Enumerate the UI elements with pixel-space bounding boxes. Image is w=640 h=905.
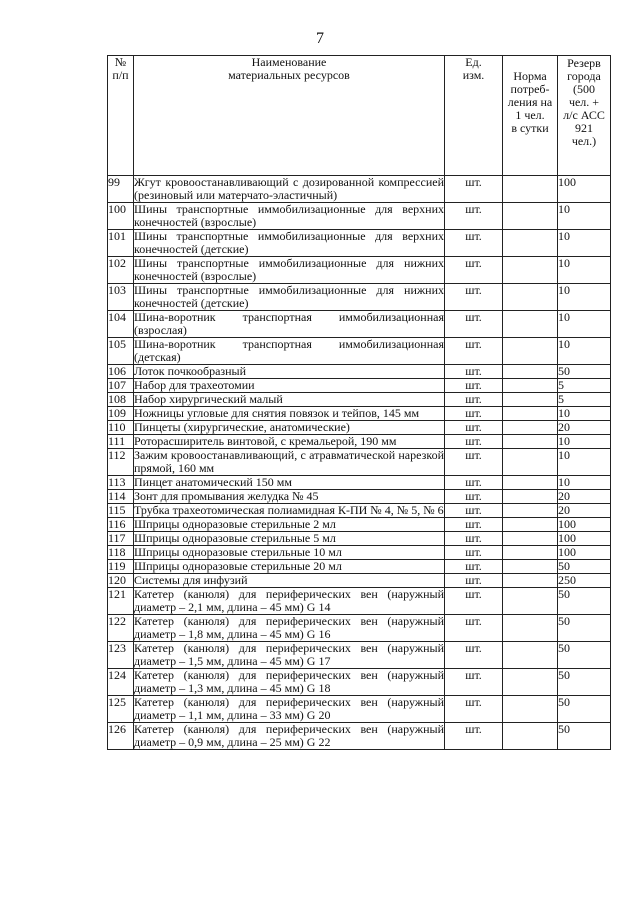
unit-of-measure: шт. <box>445 449 503 476</box>
row-number: 122 <box>108 615 134 642</box>
unit-of-measure: шт. <box>445 615 503 642</box>
city-reserve: 10 <box>558 257 611 284</box>
table-row <box>108 257 611 284</box>
unit-of-measure: шт. <box>445 532 503 546</box>
city-reserve: 5 <box>558 393 611 407</box>
city-reserve: 20 <box>558 504 611 518</box>
resources-table <box>107 55 611 750</box>
city-reserve: 20 <box>558 421 611 435</box>
table-row <box>108 421 611 435</box>
unit-of-measure: шт. <box>445 518 503 532</box>
row-number: 125 <box>108 696 134 723</box>
table-row <box>108 379 611 393</box>
row-number: 110 <box>108 421 134 435</box>
header-num <box>108 56 134 176</box>
header-reserve-line: Резерв <box>567 56 601 70</box>
unit-of-measure: шт. <box>445 723 503 750</box>
resource-name: Пинцет анатомический 150 мм <box>134 476 445 490</box>
resource-name: Трубка трахеотомическая полиамидная К-ПИ № 4, № 5, № 6 <box>134 503 444 517</box>
consumption-norm <box>503 504 558 518</box>
resource-name: Катетер (канюля) для периферических вен (наружный диаметр – 1,8 мм, длина – 45 мм) G 16 <box>134 614 444 641</box>
consumption-norm <box>503 642 558 669</box>
table-row <box>108 311 611 338</box>
row-number: 112 <box>108 449 134 476</box>
row-number: 117 <box>108 532 134 546</box>
row-number: 101 <box>108 230 134 257</box>
city-reserve: 10 <box>558 338 611 365</box>
consumption-norm <box>503 421 558 435</box>
header-norm-line: потреб- <box>510 82 550 96</box>
row-number: 103 <box>108 284 134 311</box>
resource-name: Шприцы одноразовые стерильные 5 мл <box>134 532 445 546</box>
table-row <box>108 449 611 476</box>
row-number: 99 <box>108 176 134 203</box>
table-row <box>108 642 611 669</box>
row-number: 120 <box>108 574 134 588</box>
table-row <box>108 560 611 574</box>
row-number: 108 <box>108 393 134 407</box>
table-row <box>108 476 611 490</box>
resource-name: Набор хирургический малый <box>134 393 445 407</box>
row-number: 100 <box>108 203 134 230</box>
unit-of-measure: шт. <box>445 490 503 504</box>
city-reserve: 100 <box>558 518 611 532</box>
unit-of-measure: шт. <box>445 393 503 407</box>
resource-name: Катетер (канюля) для периферических вен (наружный диаметр – 1,1 мм, длина – 33 мм) G 20 <box>134 695 444 722</box>
resource-name: Ножницы угловые для снятия повязок и тейпов, 145 мм <box>134 407 445 421</box>
consumption-norm <box>503 176 558 203</box>
resource-name: Системы для инфузий <box>134 574 445 588</box>
table-row <box>108 669 611 696</box>
page-number: 7 <box>316 30 324 47</box>
city-reserve: 10 <box>558 476 611 490</box>
city-reserve: 50 <box>558 588 611 615</box>
city-reserve: 50 <box>558 642 611 669</box>
table-row <box>108 176 611 203</box>
table-row <box>108 546 611 560</box>
consumption-norm <box>503 338 558 365</box>
resource-name: Катетер (канюля) для периферических вен (наружный диаметр – 0,9 мм, длина – 25 мм) G 22 <box>134 722 444 749</box>
unit-of-measure: шт. <box>445 365 503 379</box>
resource-name: Шины транспортные иммобилизационные для верхних конечностей (взрослые) <box>134 202 444 229</box>
resource-name: Зажим кровоостанавливающий, с атравматической нарезкой прямой, 160 мм <box>134 448 444 475</box>
table-row <box>108 574 611 588</box>
header-num-line: № <box>114 55 127 69</box>
consumption-norm <box>503 588 558 615</box>
consumption-norm <box>503 203 558 230</box>
unit-of-measure: шт. <box>445 669 503 696</box>
city-reserve: 10 <box>558 407 611 421</box>
header-unit-line: Ед. <box>465 55 482 69</box>
consumption-norm <box>503 574 558 588</box>
resource-name: Шины транспортные иммобилизационные для верхних конечностей (детские) <box>134 229 444 256</box>
consumption-norm <box>503 284 558 311</box>
consumption-norm <box>503 449 558 476</box>
table-row <box>108 203 611 230</box>
header-norm-line: в сутки <box>511 121 549 135</box>
resource-name: Шина-воротник транспортная иммобилизационная (детская) <box>134 337 444 364</box>
row-number: 113 <box>108 476 134 490</box>
consumption-norm <box>503 669 558 696</box>
city-reserve: 5 <box>558 379 611 393</box>
header-reserve-line: чел.) <box>571 134 597 148</box>
resource-name: Катетер (канюля) для периферических вен (наружный диаметр – 1,3 мм, длина – 45 мм) G 18 <box>134 668 444 695</box>
resource-name: Шина-воротник транспортная иммобилизационная (взрослая) <box>134 310 444 337</box>
consumption-norm <box>503 546 558 560</box>
city-reserve: 50 <box>558 669 611 696</box>
unit-of-measure: шт. <box>445 435 503 449</box>
table-row <box>108 490 611 504</box>
unit-of-measure: шт. <box>445 696 503 723</box>
consumption-norm <box>503 230 558 257</box>
row-number: 123 <box>108 642 134 669</box>
unit-of-measure: шт. <box>445 642 503 669</box>
consumption-norm <box>503 365 558 379</box>
resource-name: Шприцы одноразовые стерильные 2 мл <box>134 518 445 532</box>
header-reserve-line: л/с АСС <box>563 108 605 122</box>
header-name <box>134 56 445 176</box>
unit-of-measure: шт. <box>445 476 503 490</box>
header-reserve <box>558 56 611 176</box>
header-norm-line: Норма <box>513 69 547 83</box>
table-row <box>108 435 611 449</box>
consumption-norm <box>503 476 558 490</box>
city-reserve: 100 <box>558 176 611 203</box>
city-reserve: 10 <box>558 230 611 257</box>
unit-of-measure: шт. <box>445 574 503 588</box>
unit-of-measure: шт. <box>445 311 503 338</box>
consumption-norm <box>503 723 558 750</box>
unit-of-measure: шт. <box>445 421 503 435</box>
resource-name: Роторасширитель винтовой, с кремальерой, 190 мм <box>134 435 445 449</box>
row-number: 124 <box>108 669 134 696</box>
consumption-norm <box>503 532 558 546</box>
table-row <box>108 723 611 750</box>
unit-of-measure: шт. <box>445 546 503 560</box>
city-reserve: 250 <box>558 574 611 588</box>
city-reserve: 10 <box>558 311 611 338</box>
row-number: 109 <box>108 407 134 421</box>
resource-name: Лоток почкообразный <box>134 365 445 379</box>
city-reserve: 10 <box>558 203 611 230</box>
header-unit <box>445 56 503 176</box>
row-number: 104 <box>108 311 134 338</box>
resource-name: Катетер (канюля) для периферических вен (наружный диаметр – 2,1 мм, длина – 45 мм) G 14 <box>134 587 444 614</box>
table-row <box>108 696 611 723</box>
row-number: 126 <box>108 723 134 750</box>
header-name-line: Наименование <box>251 55 327 69</box>
table-body <box>108 176 611 750</box>
table-row <box>108 504 611 518</box>
unit-of-measure: шт. <box>445 257 503 284</box>
unit-of-measure: шт. <box>445 176 503 203</box>
resource-name: Пинцеты (хирургические, анатомические) <box>134 421 445 435</box>
unit-of-measure: шт. <box>445 338 503 365</box>
resource-name: Набор для трахеотомии <box>134 379 445 393</box>
consumption-norm <box>503 311 558 338</box>
unit-of-measure: шт. <box>445 560 503 574</box>
table-row <box>108 284 611 311</box>
consumption-norm <box>503 257 558 284</box>
row-number: 105 <box>108 338 134 365</box>
table-row <box>108 532 611 546</box>
consumption-norm <box>503 393 558 407</box>
row-number: 115 <box>108 504 134 518</box>
row-number: 111 <box>108 435 134 449</box>
header-norm-line: ления на <box>507 95 553 109</box>
resource-name: Шприцы одноразовые стерильные 10 мл <box>134 546 445 560</box>
city-reserve: 100 <box>558 532 611 546</box>
row-number: 102 <box>108 257 134 284</box>
header-num-line: п/п <box>112 68 129 82</box>
unit-of-measure: шт. <box>445 588 503 615</box>
table-row <box>108 407 611 421</box>
table-row <box>108 365 611 379</box>
resource-name: Шины транспортные иммобилизационные для нижних конечностей (взрослые) <box>134 256 444 283</box>
resource-name: Жгут кровоостанавливающий с дозированной компрессией (резиновый или матерчато-эластичный) <box>134 175 444 202</box>
row-number: 106 <box>108 365 134 379</box>
consumption-norm <box>503 407 558 421</box>
table-row <box>108 393 611 407</box>
city-reserve: 50 <box>558 560 611 574</box>
header-reserve-line: чел. + <box>568 95 600 109</box>
unit-of-measure: шт. <box>445 504 503 518</box>
city-reserve: 10 <box>558 449 611 476</box>
row-number: 119 <box>108 560 134 574</box>
header-norm <box>503 56 558 176</box>
table-header-row <box>108 56 611 176</box>
consumption-norm <box>503 696 558 723</box>
resource-name: Шины транспортные иммобилизационные для нижних конечностей (детские) <box>134 283 444 310</box>
resource-name: Зонт для промывания желудка № 45 <box>134 490 445 504</box>
city-reserve: 50 <box>558 696 611 723</box>
header-reserve-line: (500 <box>573 82 595 96</box>
header-reserve-line: города <box>567 69 601 83</box>
city-reserve: 50 <box>558 723 611 750</box>
consumption-norm <box>503 435 558 449</box>
city-reserve: 10 <box>558 435 611 449</box>
unit-of-measure: шт. <box>445 379 503 393</box>
unit-of-measure: шт. <box>445 284 503 311</box>
city-reserve: 50 <box>558 615 611 642</box>
header-name-line: материальных ресурсов <box>228 68 350 82</box>
table-row <box>108 615 611 642</box>
table-row <box>108 588 611 615</box>
consumption-norm <box>503 615 558 642</box>
resource-name: Катетер (канюля) для периферических вен (наружный диаметр – 1,5 мм, длина – 45 мм) G 17 <box>134 641 444 668</box>
city-reserve: 20 <box>558 490 611 504</box>
row-number: 116 <box>108 518 134 532</box>
resource-name: Шприцы одноразовые стерильные 20 мл <box>134 560 445 574</box>
row-number: 118 <box>108 546 134 560</box>
header-norm-line: 1 чел. <box>515 108 545 122</box>
row-number: 121 <box>108 588 134 615</box>
city-reserve: 50 <box>558 365 611 379</box>
table-row <box>108 230 611 257</box>
unit-of-measure: шт. <box>445 230 503 257</box>
consumption-norm <box>503 560 558 574</box>
city-reserve: 100 <box>558 546 611 560</box>
unit-of-measure: шт. <box>445 407 503 421</box>
table-row <box>108 338 611 365</box>
header-unit-line: изм. <box>462 68 485 82</box>
header-reserve-line: 921 <box>575 121 593 135</box>
row-number: 114 <box>108 490 134 504</box>
row-number: 107 <box>108 379 134 393</box>
city-reserve: 10 <box>558 284 611 311</box>
consumption-norm <box>503 490 558 504</box>
consumption-norm <box>503 379 558 393</box>
table-row <box>108 518 611 532</box>
consumption-norm <box>503 518 558 532</box>
unit-of-measure: шт. <box>445 203 503 230</box>
